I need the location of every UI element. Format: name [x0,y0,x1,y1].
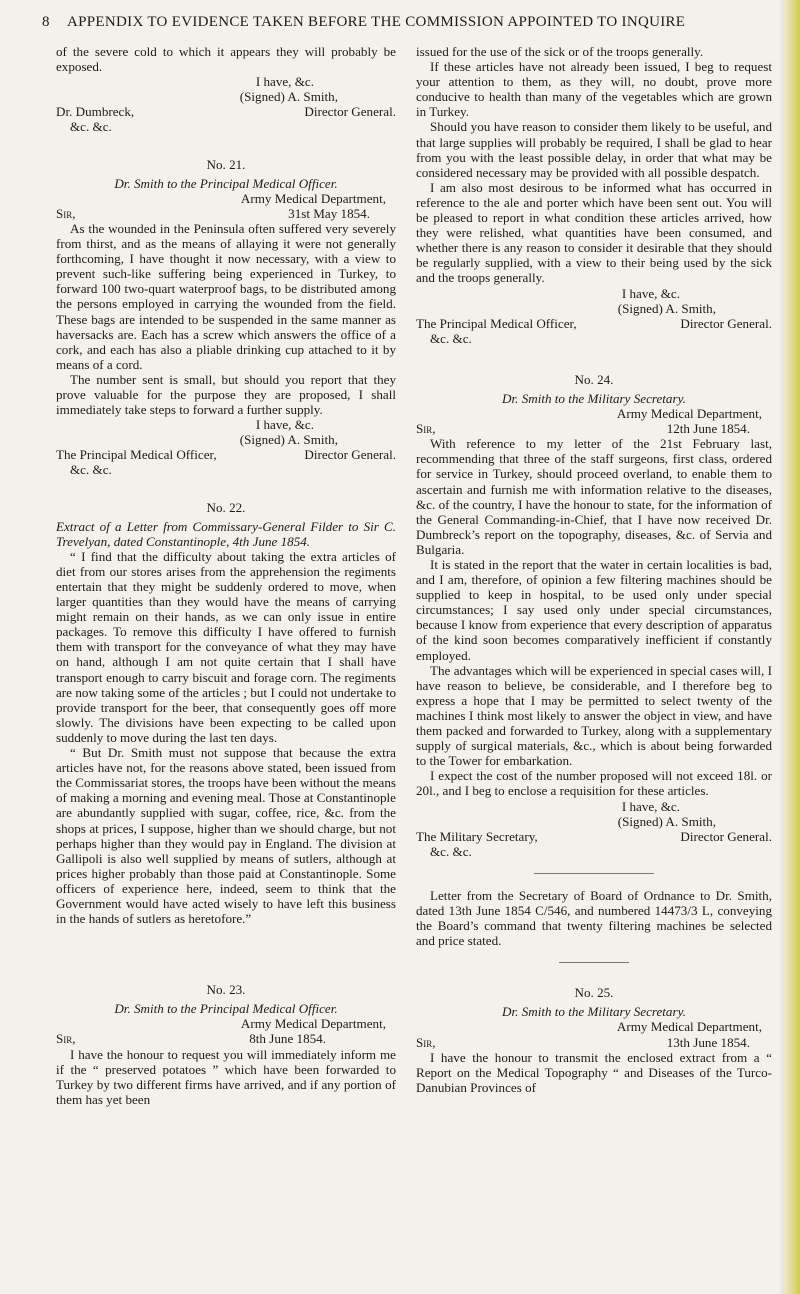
etc: &c. &c. [70,462,112,478]
etc: &c. &c. [430,843,472,859]
paragraph: I am also most desirous to be informed what has occurred in reference to the ale and porter which have been sent out. You will be pleased to report in what condition these articles arrived, how they were relished, what quantities have been consumed, and whether there is any reason to consider it desirable that they should be regularly supplied, with a view to their being used by the sick and the troops generally. [416,179,772,286]
salutation: Sir, [416,1034,436,1050]
addressee: Dr. Dumbreck, [56,104,135,120]
section-rule [534,873,654,874]
address-line [416,316,772,331]
salutation-line [416,1035,772,1050]
paragraph: If these articles have not already been issued, I beg to request your attention to them, as they will, no doubt, prove more conducive to health than many of the vegetables which are grown in Turkey. [416,59,772,120]
salutation-line [416,421,772,436]
letter-note: Letter from the Secretary of Board of Ordnance to Dr. Smith, dated 13th June 1854 C/546, and numbered 14473/3 L, conveying the Board’s command that twenty filtering machines be selected and price stated. [416,887,772,949]
signer-title: Director General. [304,447,396,463]
letter-heading: Dr. Smith to the Military Secretary. [502,390,686,406]
paragraph: “ I find that the difficulty about taking the extra articles of diet from our stores arises from the apprehension the regiments entertain that they might be suddenly ordered to move, when larger quantities than they would have the means of carrying might remain on their hands, as we can only issue in entire packages. To remove this difficulty I have offered to furnish them with transport for the conveyance of what they may have on hand, although I am not quite certain that I shall have transport enough to carry biscuit and forage corn. The regiments are now taking some of the articles ; but I could not undertake to provide transport for the beer, that consequently goes off more slowly. The divisions have been expecting to be called upon suddenly to move during the last ten days. [56,548,396,745]
signer-title: Director General. [680,828,772,844]
salutation: Sir, [56,1031,76,1047]
closing: I have, &c. [621,798,680,814]
right-column [416,44,772,1095]
letter-heading: Extract of a Letter from Commissary-General Filder to Sir C. Trevelyan, dated Constantinople, 4th June 1854. [56,518,396,549]
signer-title: Director General. [304,104,396,120]
dept-line: Army Medical Department, [240,190,386,206]
paragraph: of the severe cold to which it appears they will probably be exposed. [56,44,396,75]
signature: (Signed) A. Smith, [617,300,716,316]
paragraph: As the wounded in the Peninsula often suffered very severely from thirst, and as the means of allaying it were not generally forthcoming, I have thought it now necessary, with a view to prevent such-like suffering being experienced in Turkey, to forward 100 two-quart waterproof bags, to be distributed among the persons employed in carrying the wounded from the field. These bags are intended to be suspended in the same manner as haversacks are. Each has a screw which answers the office of a cork, and each has also a pliable drinking cup attached to it by means of a cord. [56,220,396,372]
page-number: 8 [42,14,50,30]
letter-date: 8th June 1854. [249,1031,326,1047]
dept-line: Army Medical Department, [616,406,762,422]
closing: I have, &c. [621,285,680,301]
address-line [416,829,772,844]
closing: I have, &c. [255,74,314,90]
page-edge-shadow [778,0,784,1294]
paragraph: The advantages which will be experienced in special cases will, I have reason to believe, be considerable, and I therefore beg to express a hope that I may be permitted to select twenty of the machines I think most likely to answer the object in view, and have them packed and forwarded to Turkey, along with a supplementary supply of surgical materials, &c., which is about being forwarded to the Tower for embarkation. [416,662,772,769]
etc: &c. &c. [430,330,472,346]
paragraph: I have the honour to request you will immediately inform me if the “ preserved potatoes ” which have been forwarded to Turkey by two different firms have arrived, and if any portion of them has yet been [56,1046,396,1107]
salutation: Sir, [56,205,76,221]
letter-heading: Dr. Smith to the Military Secretary. [502,1004,686,1020]
letter-number: No. 23. [206,982,246,998]
salutation-line [56,1031,396,1046]
signer-title: Director General. [680,315,772,331]
addressee: The Military Secretary, [416,828,538,844]
dept-line: Army Medical Department, [616,1019,762,1035]
closing: I have, &c. [255,417,314,433]
signature: (Signed) A. Smith, [239,432,338,448]
paragraph: issued for the use of the sick or of the troops generally. [416,44,704,59]
addressee: The Principal Medical Officer, [56,447,217,463]
letter-number: No. 22. [206,499,246,515]
paragraph: The number sent is small, but should you report that they prove valuable for the purpose they are proposed, I shall immediately take steps to forward a further supply. [56,371,396,418]
letter-heading: Dr. Smith to the Principal Medical Officer. [114,1001,338,1017]
letter-date: 12th June 1854. [666,421,750,437]
section-rule [559,962,629,963]
signature: (Signed) A. Smith, [617,813,716,829]
paragraph: Should you have reason to consider them likely to be useful, and that large supplies will probably be required, I shall be glad to hear from you with the least possible delay, in order that what may be considered necessary may be provided with all possible despatch. [416,119,772,180]
running-title: APPENDIX TO EVIDENCE TAKEN BEFORE THE COMMISSION APPOINTED TO INQUIRE [67,14,686,30]
paragraph: “ But Dr. Smith must not suppose that because the extra articles have not, for the reasons above stated, been issued from the Commissariat stores, the troops have been without the means of making a morning and evening meal. Those at Constantinople are abundantly supplied with sugar, coffee, rice, &c. from the shops at prices, I suppose, higher than we should charge, but not perhaps higher than they would pay in England. The division at Gallipoli is also well supplied by means of sutlers, although at prices higher probably than those paid at Constantinople. Some officers of experience here, indeed, seem to think that the Government would have acted wisely to have left this business in the hands of sutlers as heretofore.” [56,745,396,927]
dept-line: Army Medical Department, [240,1016,386,1032]
etc: &c. &c. [70,119,112,135]
running-header [42,14,772,36]
letter-number: No. 21. [206,156,246,172]
address-line [56,104,396,119]
letter-heading: Dr. Smith to the Principal Medical Officer. [114,175,338,191]
paragraph: With reference to my letter of the 21st February last, recommending that three of the staff surgeons, first class, ordered for service in Turkey, should proceed overland, to enable them to ascertain and furnish me with information relative to the diseases, &c. of the country, I have the honour to state, for the information of the General Commanding-in-Chief, that I have now received Dr. Dumbreck’s report on the topography, diseases, &c. of Servia and Bulgaria. [416,436,772,557]
left-column [56,44,396,1107]
letter-date: 31st May 1854. [288,205,370,221]
paragraph: It is stated in the report that the water in certain localities is bad, and I am, therefore, of opinion a few filtering machines should be supplied to keep in hospital, to be used only under special circumstances; I say used only under special circumstances, because I know from experience that every description of apparatus of the kind soon becomes comparatively inefficient if constantly employed. [416,557,772,663]
paragraph: I expect the cost of the number proposed will not exceed 18l. or 20l., and I beg to enclose a requisition for these articles. [416,768,772,799]
signature: (Signed) A. Smith, [239,89,338,105]
letter-date: 13th June 1854. [666,1034,750,1050]
letter-number: No. 24. [574,371,614,387]
addressee: The Principal Medical Officer, [416,315,577,331]
salutation: Sir, [416,421,436,437]
letter-number: No. 25. [574,985,614,1001]
address-line [56,447,396,462]
page-edge [784,0,800,1294]
salutation-line [56,206,396,221]
paragraph: I have the honour to transmit the enclosed extract from a “ Report on the Medical Topography “ and Diseases of the Turco-Danubian Provinces of [416,1049,772,1095]
